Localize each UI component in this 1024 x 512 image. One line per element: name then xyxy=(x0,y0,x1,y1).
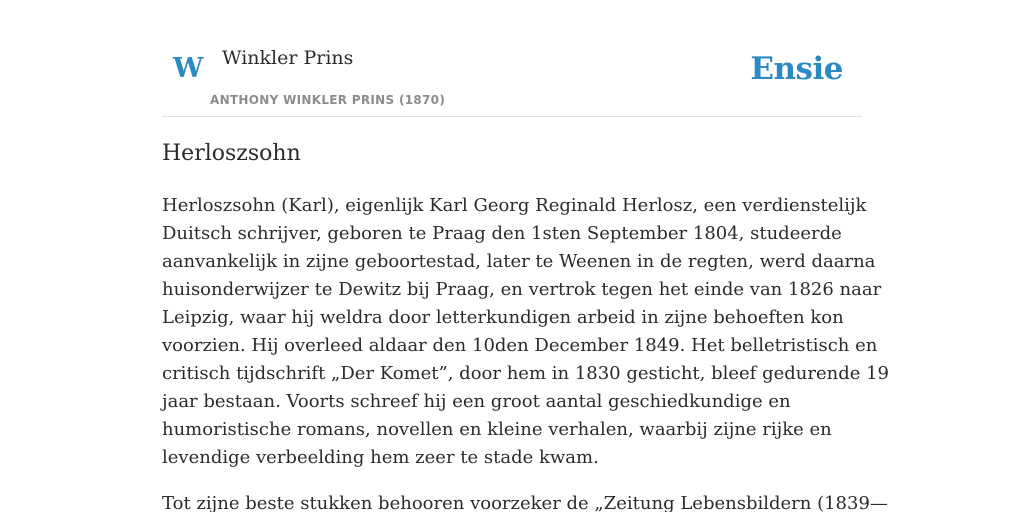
paragraph-gap xyxy=(162,472,842,490)
text-line: Duitsch schrijver, geboren te Praag den 1sten September 1804, studeerde xyxy=(162,223,842,244)
text-line: humoristische romans, novellen en kleine verhalen, waarbij zijne rijke en xyxy=(162,419,832,440)
text-line: huisonderwijzer te Dewitz bij Praag, en vertrok tegen het einde van 1826 naar xyxy=(162,279,882,300)
text-line: Tot zijne beste stukken behooren voorzeker de „Zeitung Lebensbildern (1839— xyxy=(162,493,888,512)
source-author: ANTHONY WINKLER PRINS (1870) xyxy=(210,93,446,107)
paragraph xyxy=(162,490,888,512)
article-title: Herloszsohn xyxy=(162,141,301,166)
text-line: voorzien. Hij overleed aldaar den 10den December 1849. Het belletristisch en xyxy=(162,335,878,356)
source-title[interactable]: Winkler Prins xyxy=(222,47,354,69)
article-body xyxy=(162,192,890,512)
text-line: critisch tijdschrift „Der Komet”, door hem in 1830 gesticht, bleef gedurende 19 xyxy=(162,363,890,384)
text-line: levendige verbeelding hem zeer te stade kwam. xyxy=(162,447,599,468)
text-line: jaar bestaan. Voorts schreef hij een groot aantal geschiedkundige en xyxy=(162,391,791,412)
text-line: Leipzig, waar hij weldra door letterkundigen arbeid in zijne behoeften kon xyxy=(162,307,844,328)
ensie-logo[interactable]: Ensie xyxy=(750,51,843,87)
source-header xyxy=(162,0,862,117)
text-line: Herloszsohn (Karl), eigenlijk Karl Georg Reginald Herlosz, een verdienstelijk xyxy=(162,195,867,216)
source-logo[interactable]: W xyxy=(173,53,204,84)
paragraph xyxy=(162,192,890,472)
text-line: aanvankelijk in zijne geboortestad, later te Weenen in de regten, werd daarna xyxy=(162,251,876,272)
